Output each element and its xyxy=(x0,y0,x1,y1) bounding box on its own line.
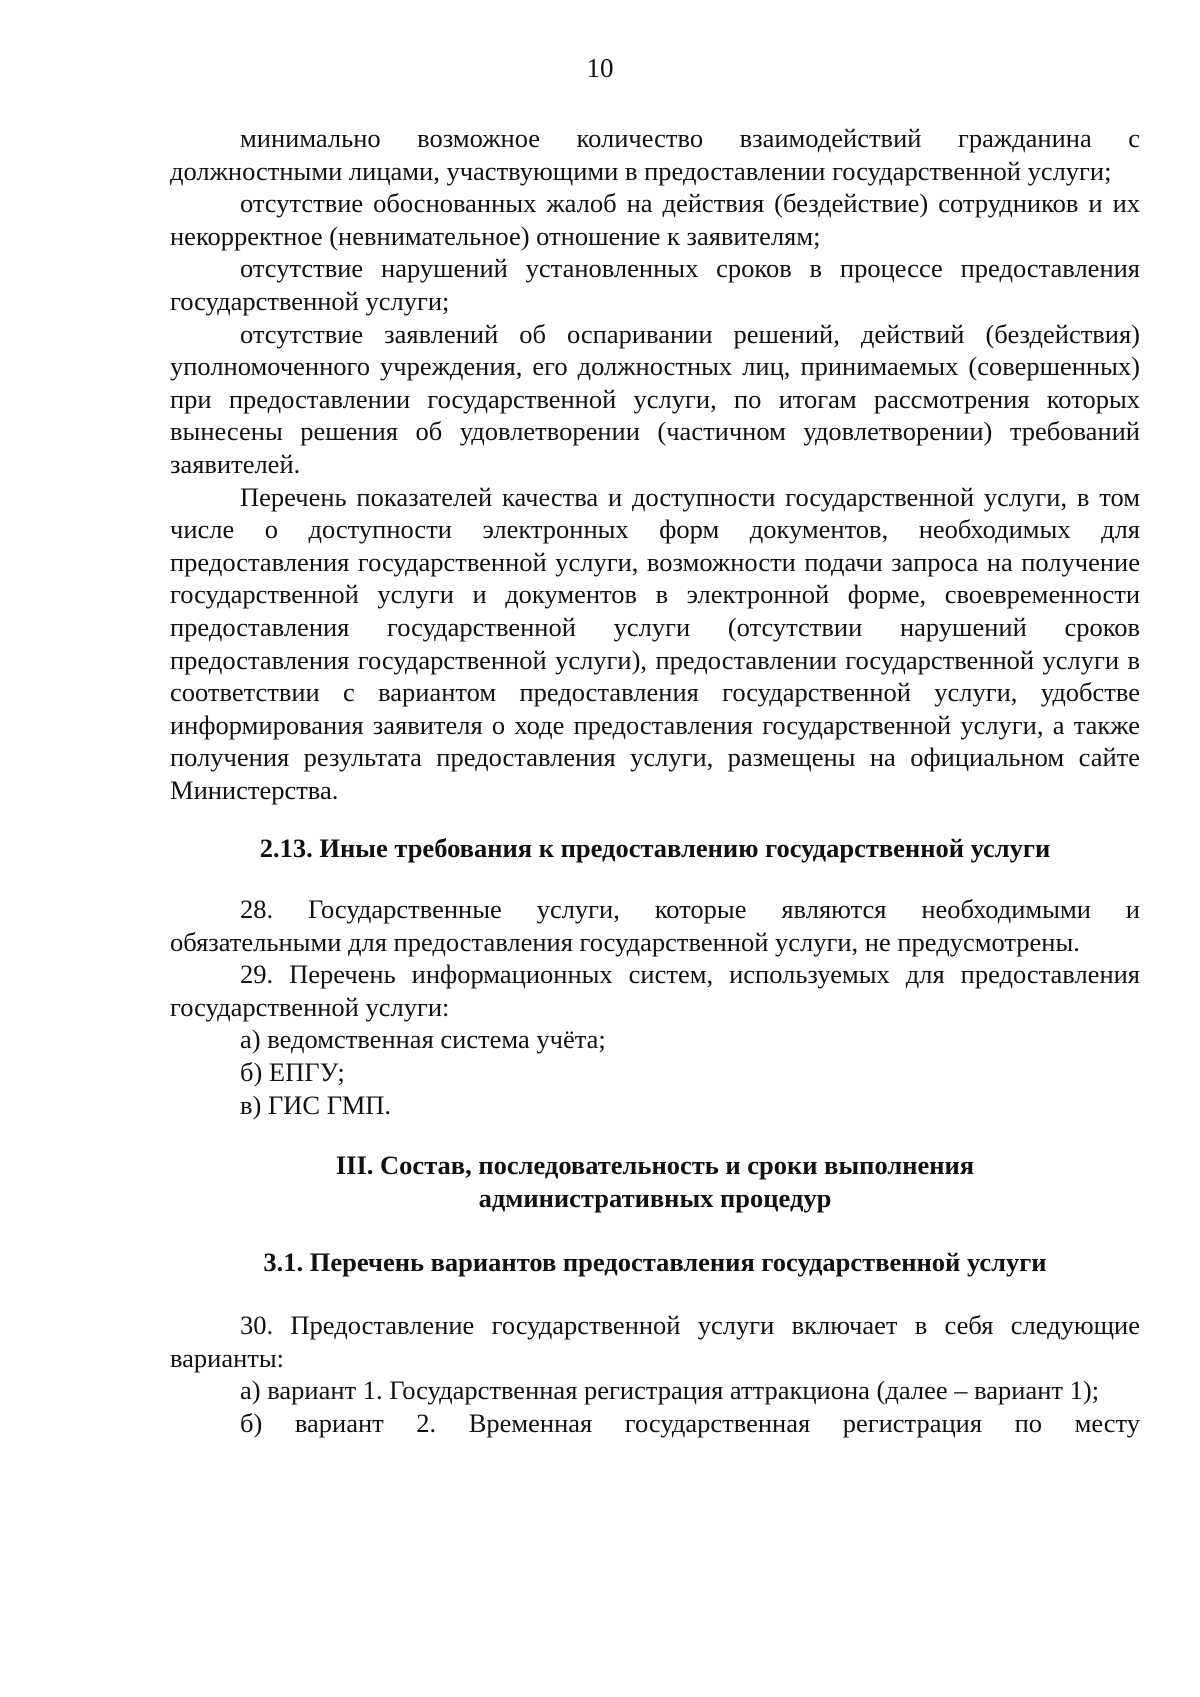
heading-section-3-line1: III. Состав, последовательность и сроки выполнения xyxy=(335,1150,975,1181)
list-item-b: б) ЕПГУ; xyxy=(240,1057,345,1088)
list-item-c: в) ГИС ГМП. xyxy=(240,1089,392,1120)
item-29: 29. Перечень информационных систем, используемых для предоставления государственной услуги: xyxy=(170,959,1140,1022)
paragraph-no-disputes: отсутствие заявлений об оспаривании решений, действий (бездействия) уполномоченного учреждения, его должностных лиц, принимаемых (совершенных) при предоставлении государственной услуги, по итогам рассмотрения которых вынесены решения об удовлетворении (частичном удовлетворении) требований заявителей. xyxy=(170,318,1140,479)
item-28: 28. Государственные услуги, которые являются необходимыми и обязательными для предоставления государственной услуги, не предусмотрены. xyxy=(170,894,1140,957)
list-item-a: а) ведомственная система учёта; xyxy=(240,1024,606,1055)
heading-section-3-line2: административных процедур xyxy=(478,1182,832,1213)
item-30: 30. Предоставление государственной услуги включает в себя следующие варианты: xyxy=(170,1310,1140,1373)
paragraph-min-interactions: минимально возможное количество взаимодействий гражданина с должностными лицами, участвующими в предоставлении государственной услуги; xyxy=(170,123,1140,186)
document-body xyxy=(170,122,1140,1439)
paragraph-no-deadline-violations: отсутствие нарушений установленных сроков в процессе предоставления государственной услуги; xyxy=(170,253,1140,316)
variant-2: б) вариант 2. Временная государственная регистрация по месту xyxy=(240,1407,1140,1438)
heading-3-1: 3.1. Перечень вариантов предоставления государственной услуги xyxy=(263,1247,1047,1278)
paragraph-quality-indicators: Перечень показателей качества и доступности государственной услуги, в том числе о доступности электронных форм документов, необходимых для предоставления государственной услуги, возможности подачи запроса на получение государственной услуги и документов в электронной форме, своевременности предоставления государственной услуги (отсутствии нарушений сроков предоставления государственной услуги), предоставлении государственной услуги в соответствии с вариантом предоставления государственной услуги, удобстве информирования заявителя о ходе предоставления государственной услуги, а также получения результата предоставления услуги, размещены на официальном сайте Министерства. xyxy=(170,481,1140,805)
heading-2-13: 2.13. Иные требования к предоставлению государственной услуги xyxy=(259,833,1051,864)
variant-1: а) вариант 1. Государственная регистрация аттракциона (далее – вариант 1); xyxy=(240,1375,1100,1406)
page-number: 10 xyxy=(586,53,614,83)
paragraph-no-complaints: отсутствие обоснованных жалоб на действия (бездействие) сотрудников и их некорректное (невнимательное) отношение к заявителям; xyxy=(170,188,1140,251)
